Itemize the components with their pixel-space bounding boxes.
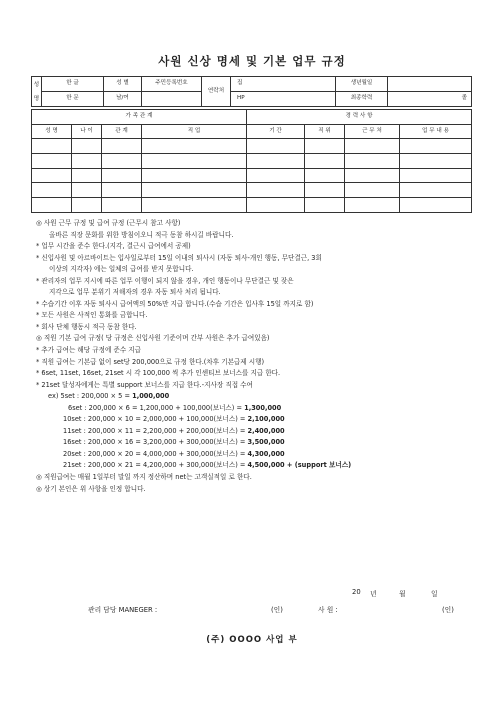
- example-row: 11set : 200,000 × 11 = 2,200,000 + 200,000(보너스) = 2,400,000: [63, 426, 285, 435]
- col-name: 성 명: [32, 124, 72, 139]
- rules-text: [36, 218, 476, 495]
- rule-line: * 회사 단체 행동시 적극 동참 한다.: [36, 322, 137, 331]
- career-header: 경 력 사 항: [247, 110, 472, 125]
- rule-line: * 추가 급여는 해당 규정에 준수 지급: [36, 346, 142, 355]
- name-side-label: 성 명: [32, 77, 42, 107]
- example-row: 20set : 200,000 × 20 = 4,000,000 + 300,000(보너스) = 4,300,000: [63, 449, 285, 458]
- date-day: 일: [431, 590, 438, 598]
- home-label: 집: [231, 77, 336, 92]
- grad-label: 졸: [388, 92, 472, 107]
- family-header: 가 족 관 계: [32, 110, 247, 125]
- birth-value: [388, 77, 472, 92]
- table-row: [32, 139, 472, 154]
- rule-line: * 신입사원 및 아르바이트는 입사일로부터 15일 이내의 퇴사시 (자동 퇴사-개인 행동, 무단결근, 3회: [36, 253, 322, 262]
- salary-heading: ◎ 직원 기본 급여 규정( 당 규정은 신입사원 기준이며 간부 사원은 추가 급여있음): [36, 334, 270, 343]
- example-row: 21set : 200,000 × 21 = 4,200,000 + 300,000(보너스) = 4,500,000 + (support 보너스): [63, 461, 352, 470]
- col-relation: 관 계: [102, 124, 142, 139]
- date-year: 20: [352, 588, 361, 596]
- rule-line: * 모든 사원은 사적인 통화를 금합니다.: [36, 311, 148, 320]
- date-month: 월: [399, 590, 406, 598]
- resident-no-label: 주민등록번호: [142, 77, 202, 92]
- resident-no-value: [142, 92, 202, 107]
- rule-line: * 업무 시간을 준수 한다.(지각, 결근시 급여에서 공제): [36, 242, 191, 251]
- col-period: 기 간: [247, 124, 305, 139]
- table-row: [32, 198, 472, 213]
- rule-line: * 직원 급여는 기본급 없이 set당 200,000으로 규정 한다.(차후 기본급제 시행): [36, 357, 265, 366]
- date-year-unit: 년: [370, 590, 377, 598]
- rule-line: * 수습기간 이후 자동 퇴사시 급여액의 50%만 지급 합니다.(수습 기간은 입사후 15일 까지로 함): [36, 299, 314, 308]
- contact-label: 연락처: [202, 77, 231, 107]
- gender-label: 성 별: [104, 77, 142, 92]
- company-name: (주) OOOO 사업 부: [206, 635, 298, 645]
- family-career-table: [31, 109, 472, 213]
- rule-line: 이상의 지각자) 에는 일체의 급여를 받지 못합니다.: [49, 265, 194, 274]
- closing-line: ◎ 상기 본인은 위 사항을 인정 합니다.: [36, 484, 146, 493]
- col-age: 나 이: [72, 124, 102, 139]
- rule-line: * 관리자의 업무 지시에 따른 업무 이행이 되지 않을 경우, 개인 행동이나 무단결근 및 잦은: [36, 276, 294, 285]
- document-title: 사원 신상 명세 및 기본 업무 규정: [158, 54, 346, 68]
- hanja-label: 한 문: [42, 92, 104, 107]
- rule-line: * 21set 달성자에게는 특별 support 보너스를 지급 한다.-지사장 직접 수여: [36, 380, 253, 389]
- rule-line: 올바른 직장 문화를 위한 방침이오니 적극 동참 하시길 바랍니다.: [49, 230, 234, 239]
- manager-label: 관리 담당 MANEGER :: [88, 606, 158, 614]
- example-row: 10set : 200,000 × 10 = 2,000,000 + 100,000(보너스) = 2,100,000: [63, 415, 285, 424]
- col-duties: 업 무 내 용: [400, 124, 472, 139]
- example-row: 6set : 200,000 × 6 = 1,200,000 + 100,000(보너스) = 1,300,000: [68, 403, 282, 412]
- table-row: [32, 183, 472, 198]
- employee-label: 사 원 :: [318, 606, 338, 614]
- age-label: 남/여: [104, 92, 142, 107]
- rule-line: * 6set, 11set, 16set, 21set 시 각 100,000 씩 추가 인센티브 보너스를 지급 한다.: [36, 369, 281, 378]
- hp-label: HP: [231, 92, 336, 107]
- rule-heading: ◎ 사원 근무 규정 및 급여 규정 (근무시 참고 사항): [36, 219, 181, 227]
- birth-label: 생년월일: [336, 77, 388, 92]
- rule-line: 지각으로 업무 분위기 저해자의 경우 자동 퇴사 처리 됩니다.: [49, 288, 221, 297]
- col-job: 직 업: [142, 124, 247, 139]
- hangul-label: 한 글: [42, 77, 104, 92]
- table-row: [32, 168, 472, 183]
- example-row: 16set : 200,000 × 16 = 3,200,000 + 300,000(보너스) = 3,500,000: [63, 438, 285, 447]
- education-label: 최종학력: [336, 92, 388, 107]
- col-workplace: 근 무 처: [345, 124, 400, 139]
- col-position: 직 위: [305, 124, 345, 139]
- closing-line: ◎ 직원급여는 매월 1일부터 말일 까지 정산하며 net는 고객실적일 로 한다.: [36, 473, 252, 482]
- example-row: ex) 5set : 200,000 × 5 = 1,000,000: [48, 392, 170, 401]
- manager-seal: (인): [271, 606, 283, 614]
- personal-info-table: [31, 76, 472, 107]
- table-row: [32, 154, 472, 169]
- employee-seal: (인): [442, 606, 454, 614]
